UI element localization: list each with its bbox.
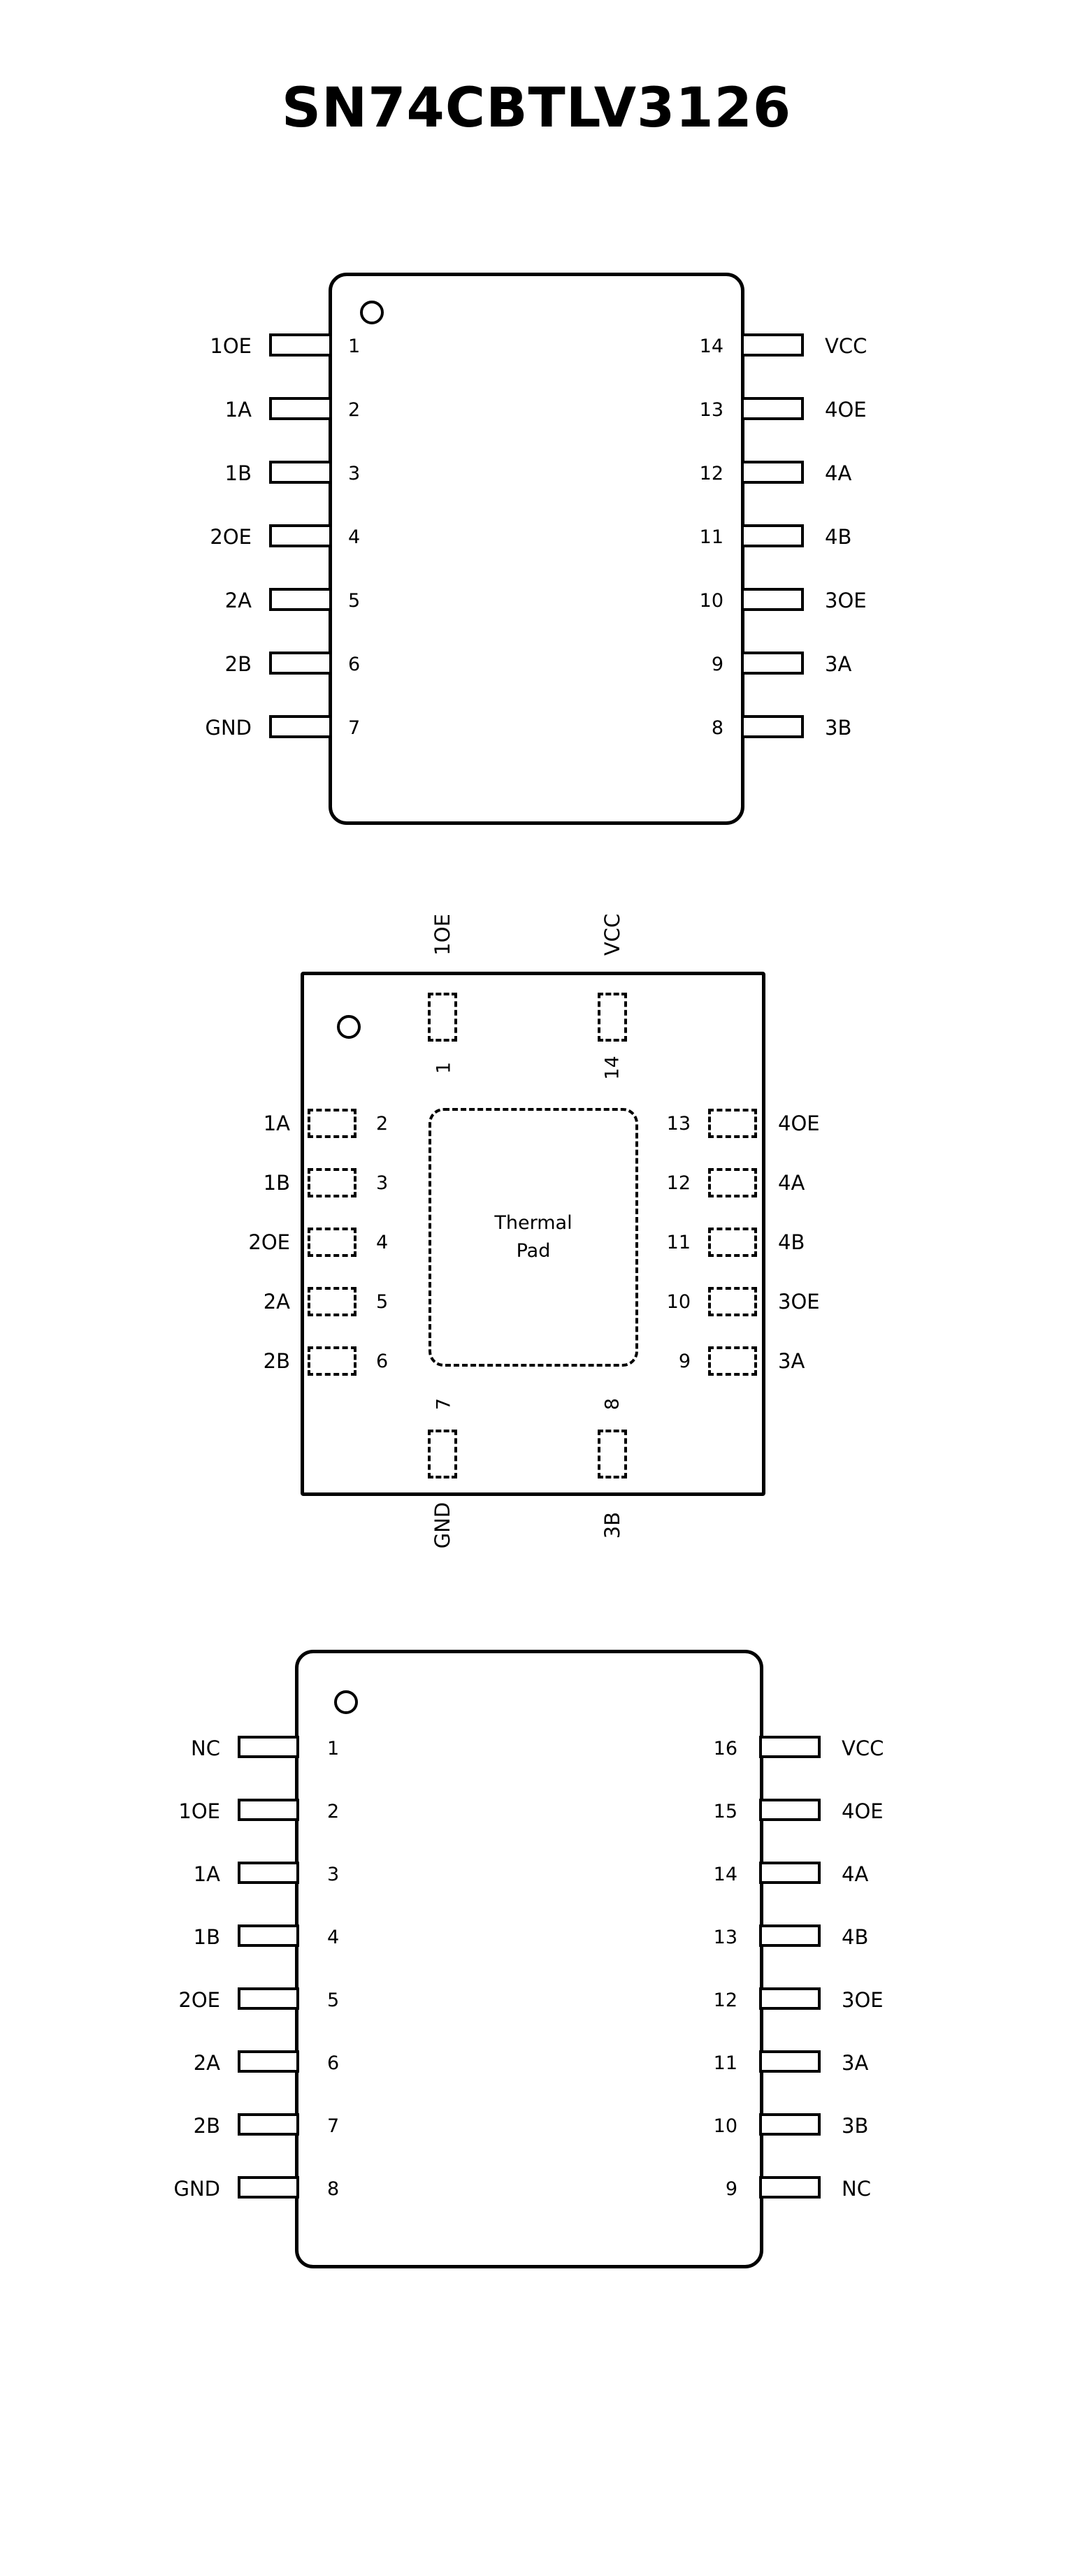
pin-number: 2: [348, 399, 361, 421]
pin-number: 8: [601, 1397, 624, 1411]
pin-label: NC: [191, 1736, 220, 1760]
pin-number: 10: [699, 590, 723, 612]
lead: [238, 2113, 299, 2136]
pin-number: 13: [713, 1927, 737, 1948]
pin-label: 1OE: [178, 1799, 220, 1823]
pin-label: 2OE: [178, 1988, 220, 2012]
lead: [708, 1346, 757, 1376]
pin-label: 3OE: [778, 1290, 820, 1314]
pin-number: 11: [666, 1232, 691, 1253]
lead: [308, 1287, 357, 1316]
pin-label: 3B: [825, 716, 852, 740]
pin-number: 9: [678, 1351, 691, 1372]
pin-label: 1A: [263, 1111, 290, 1135]
pin-number: 1: [327, 1738, 340, 1760]
pin-number: 1: [348, 336, 361, 357]
pin-label: 1A: [224, 398, 252, 422]
pin-label: VCC: [600, 913, 624, 956]
pin-number: 8: [711, 717, 723, 739]
pin-number: 14: [713, 1864, 737, 1885]
thermal-pad: [429, 1108, 638, 1367]
lead: [759, 2176, 821, 2199]
pin-label: 3B: [842, 2114, 869, 2138]
pin-number: 10: [713, 2115, 737, 2137]
pin-number: 15: [713, 1801, 737, 1822]
pin-number: 13: [699, 399, 723, 421]
pin-number: 2: [376, 1113, 389, 1135]
pin-number: 14: [601, 1056, 624, 1080]
pin-number: 12: [699, 463, 723, 484]
pin-number: 11: [699, 526, 723, 548]
pin-number: 7: [327, 2115, 340, 2137]
lead: [741, 524, 804, 547]
pin-number: 11: [713, 2052, 737, 2074]
lead: [269, 588, 332, 611]
thermal-pad-label-line1: Thermal: [494, 1211, 572, 1234]
pin-label: 3OE: [842, 1988, 884, 2012]
pin-label: VCC: [842, 1736, 884, 1760]
lead: [741, 397, 804, 420]
lead: [759, 2050, 821, 2073]
pin-number: 7: [433, 1397, 455, 1411]
lead: [238, 2176, 299, 2199]
pin-label: 1B: [263, 1171, 290, 1195]
pin-number: 1: [433, 1061, 455, 1074]
pin-number: 4: [348, 526, 361, 548]
pin-number: 8: [327, 2178, 340, 2200]
pin-number: 5: [376, 1291, 389, 1313]
pin-label: 1B: [193, 1925, 220, 1949]
lead: [308, 1228, 357, 1257]
lead: [238, 1987, 299, 2010]
lead: [708, 1168, 757, 1197]
lead: [269, 333, 332, 357]
pin-label: 4A: [842, 1862, 869, 1886]
pin-number: 4: [327, 1927, 340, 1948]
pin-label: 3B: [600, 1511, 624, 1539]
pin-label: 4B: [825, 525, 852, 549]
lead: [741, 333, 804, 357]
page-title: SN74CBTLV3126: [281, 77, 792, 140]
pin-number: 12: [666, 1172, 691, 1194]
pin-number: 16: [713, 1738, 737, 1760]
pin-number: 9: [725, 2178, 737, 2200]
pin-label: 2A: [193, 2051, 220, 2075]
lead: [759, 1799, 821, 1821]
pin-label: 1B: [224, 461, 252, 485]
pin-label: 4OE: [825, 398, 867, 422]
lead: [238, 1799, 299, 1821]
lead: [759, 1862, 821, 1884]
lead: [269, 524, 332, 547]
lead: [238, 1862, 299, 1884]
pin-label: 4B: [842, 1925, 869, 1949]
pin-number: 14: [699, 336, 723, 357]
lead: [759, 2113, 821, 2136]
lead: [269, 461, 332, 484]
lead: [238, 1736, 299, 1758]
pin-label: 3A: [825, 652, 852, 676]
pin-number: 9: [711, 654, 723, 675]
pin-label: 2B: [224, 652, 252, 676]
pin-label: 4OE: [842, 1799, 884, 1823]
lead: [741, 715, 804, 738]
lead: [708, 1228, 757, 1257]
pin-number: 10: [666, 1291, 691, 1313]
pin-number: 6: [327, 2052, 340, 2074]
lead: [308, 1109, 357, 1138]
lead: [238, 2050, 299, 2073]
pin-label: VCC: [825, 334, 867, 358]
lead: [759, 1924, 821, 1947]
pin-label: NC: [842, 2177, 871, 2201]
pin-label: 3OE: [825, 589, 867, 612]
pin-number: 3: [348, 463, 361, 484]
lead: [759, 1736, 821, 1758]
pin-label: 2B: [193, 2114, 220, 2138]
pin-label: GND: [173, 2177, 220, 2201]
lead: [741, 461, 804, 484]
pin-label: 2A: [263, 1290, 290, 1314]
pin1-indicator-dot: [360, 301, 384, 324]
pin-label: GND: [205, 716, 252, 740]
lead: [269, 397, 332, 420]
pin-number: 3: [376, 1172, 389, 1194]
pin-label: 4A: [825, 461, 852, 485]
thermal-pad-label-line2: Pad: [516, 1240, 551, 1262]
pin-label: 3A: [842, 2051, 869, 2075]
pin-number: 7: [348, 717, 361, 739]
lead: [741, 652, 804, 675]
pin-label: 4A: [778, 1171, 805, 1195]
pin1-indicator-dot: [337, 1015, 361, 1039]
pin-label: 1OE: [210, 334, 252, 358]
pin-label: 1A: [193, 1862, 220, 1886]
pin-label: 2B: [263, 1349, 290, 1373]
pin-label: 2OE: [210, 525, 252, 549]
pin-label: GND: [431, 1502, 454, 1549]
pin-number: 6: [376, 1351, 389, 1372]
lead: [238, 1924, 299, 1947]
pin-number: 3: [327, 1864, 340, 1885]
lead: [269, 652, 332, 675]
pin-number: 5: [348, 590, 361, 612]
pin-label: 4B: [778, 1230, 805, 1254]
pin-label: 2OE: [248, 1230, 290, 1254]
lead: [308, 1346, 357, 1376]
pin-number: 5: [327, 1989, 340, 2011]
pin-number: 6: [348, 654, 361, 675]
pin-number: 2: [327, 1801, 340, 1822]
lead: [269, 715, 332, 738]
pin-label: 2A: [224, 589, 252, 612]
lead: [741, 588, 804, 611]
lead: [708, 1287, 757, 1316]
pin-label: 1OE: [431, 914, 454, 956]
lead: [708, 1109, 757, 1138]
pin-number: 13: [666, 1113, 691, 1135]
pin-label: 3A: [778, 1349, 805, 1373]
lead: [308, 1168, 357, 1197]
lead: [759, 1987, 821, 2010]
pin1-indicator-dot: [334, 1690, 358, 1714]
pin-number: 12: [713, 1989, 737, 2011]
pin-label: 4OE: [778, 1111, 820, 1135]
pin-number: 4: [376, 1232, 389, 1253]
